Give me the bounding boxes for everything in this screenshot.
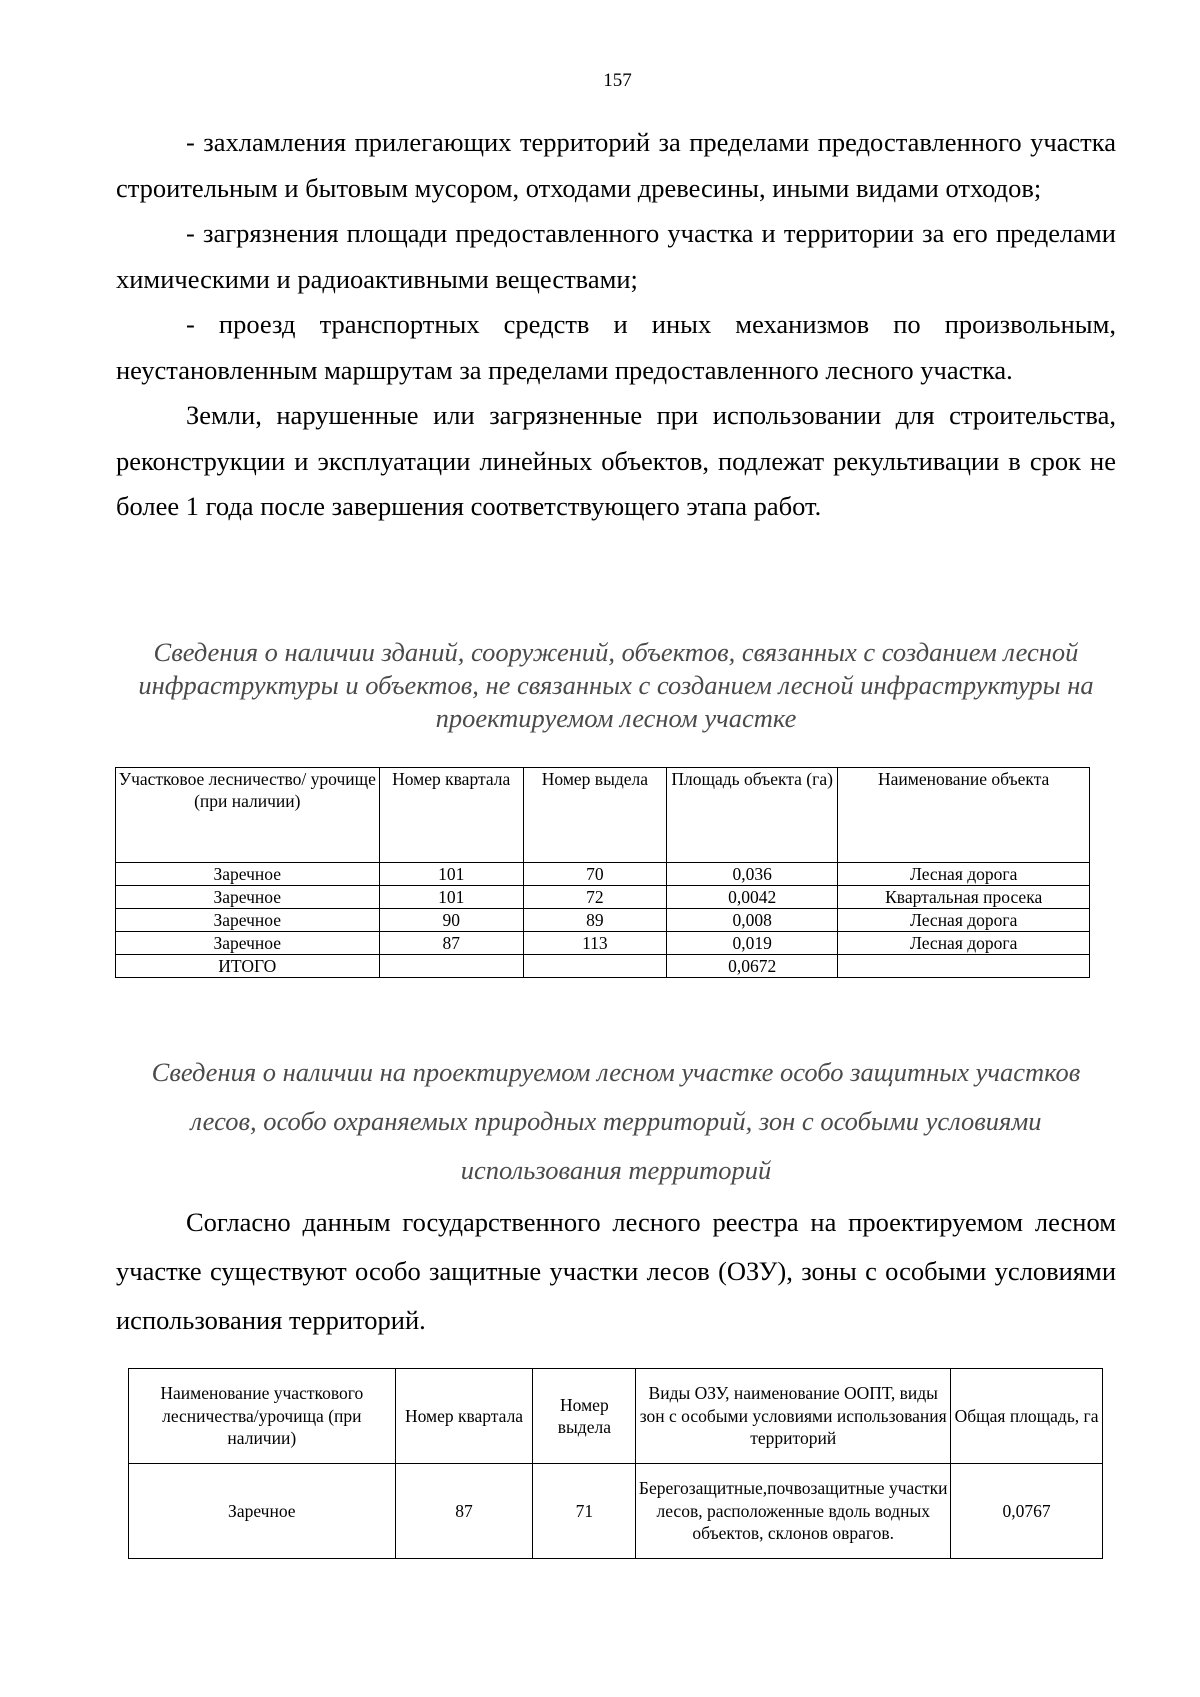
table-cell: 101 xyxy=(379,863,523,886)
table-cell: 72 xyxy=(523,886,666,909)
table-total-row xyxy=(116,955,1090,978)
buildings-table xyxy=(115,767,1090,978)
table-row xyxy=(116,863,1090,886)
table-cell: Заречное xyxy=(129,1464,396,1559)
header-cell: Виды ОЗУ, наименование ООПТ, виды зон с особыми условиями использования территорий xyxy=(636,1369,951,1464)
header-cell: Номер квартала xyxy=(395,1369,533,1464)
page-number: 157 xyxy=(603,70,632,91)
table-cell: Квартальная просека xyxy=(838,886,1090,909)
header-cell: Площадь объекта (га) xyxy=(666,768,837,863)
paragraph: - проезд транспортных средств и иных механизмов по произвольным, неустановленным маршрутам за пределами предоставленного лесного участка. xyxy=(116,309,1116,385)
table-cell: ИТОГО xyxy=(116,955,380,978)
table-cell: 71 xyxy=(533,1464,636,1559)
table-cell: 101 xyxy=(379,886,523,909)
table-header-row xyxy=(116,768,1090,863)
table-cell: 89 xyxy=(523,909,666,932)
table-cell: 0,008 xyxy=(666,909,837,932)
table-cell: Берегозащитные,почвозащитные участки лесов, расположенные вдоль водных объектов, склонов оврагов. xyxy=(636,1464,951,1559)
table-cell: 70 xyxy=(523,863,666,886)
header-cell: Номер квартала xyxy=(379,768,523,863)
header-cell: Номер выдела xyxy=(523,768,666,863)
table-cell xyxy=(523,955,666,978)
paragraph: Земли, нарушенные или загрязненные при использовании для строительства, реконструкции и эксплуатации линейных объектов, подлежат рекультивации в срок не более 1 года после завершения соответствующего этапа работ. xyxy=(116,400,1116,521)
header-cell: Участковое лесничество/ урочище (при наличии) xyxy=(116,768,380,863)
table-cell: 90 xyxy=(379,909,523,932)
table-row xyxy=(116,932,1090,955)
table-cell: 87 xyxy=(379,932,523,955)
table-cell: 0,0042 xyxy=(666,886,837,909)
paragraph: Согласно данным государственного лесного реестра на проектируемом лесном участке существуют особо защитные участки лесов (ОЗУ), зоны с особыми условиями использования территорий. xyxy=(116,1207,1116,1335)
table-caption-buildings: Сведения о наличии зданий, сооружений, объектов, связанных с созданием лесной инфраструктуры и объектов, не связанных с созданием лесной инфраструктуры на проектируемом лесном участке xyxy=(138,637,1094,733)
table-caption-protected-areas: Сведения о наличии на проектируемом лесном участке особо защитных участков лесов, особо охраняемых природных территорий, зон с особыми условиями использования территорий xyxy=(151,1057,1081,1185)
table-cell: Заречное xyxy=(116,886,380,909)
header-cell: Общая площадь, га xyxy=(951,1369,1103,1464)
table-cell: 0,0767 xyxy=(951,1464,1103,1559)
protected-areas-table xyxy=(128,1368,1103,1559)
table-cell: Заречное xyxy=(116,863,380,886)
table-cell: 0,036 xyxy=(666,863,837,886)
header-cell: Наименование объекта xyxy=(838,768,1090,863)
table-cell: 0,019 xyxy=(666,932,837,955)
header-cell: Наименование участкового лесничества/урочища (при наличии) xyxy=(129,1369,396,1464)
table-cell: Заречное xyxy=(116,932,380,955)
table-cell: Лесная дорога xyxy=(838,863,1090,886)
paragraph: - захламления прилегающих территорий за пределами предоставленного участка строительным и бытовым мусором, отходами древесины, иными видами отходов; xyxy=(116,127,1116,203)
table-header-row xyxy=(129,1369,1103,1464)
body-text-block-1 xyxy=(116,120,1116,530)
table-cell: 113 xyxy=(523,932,666,955)
header-cell: Номер выдела xyxy=(533,1369,636,1464)
table-cell xyxy=(379,955,523,978)
table-cell: 0,0672 xyxy=(666,955,837,978)
table-row xyxy=(116,886,1090,909)
table-cell: Лесная дорога xyxy=(838,932,1090,955)
body-text-block-2 xyxy=(116,1198,1116,1345)
table-cell: 87 xyxy=(395,1464,533,1559)
table-row xyxy=(116,909,1090,932)
table-cell xyxy=(838,955,1090,978)
table-cell: Лесная дорога xyxy=(838,909,1090,932)
paragraph: - загрязнения площади предоставленного участка и территории за его пределами химическими и радиоактивными веществами; xyxy=(116,218,1116,294)
table-cell: Заречное xyxy=(116,909,380,932)
table-row xyxy=(129,1464,1103,1559)
